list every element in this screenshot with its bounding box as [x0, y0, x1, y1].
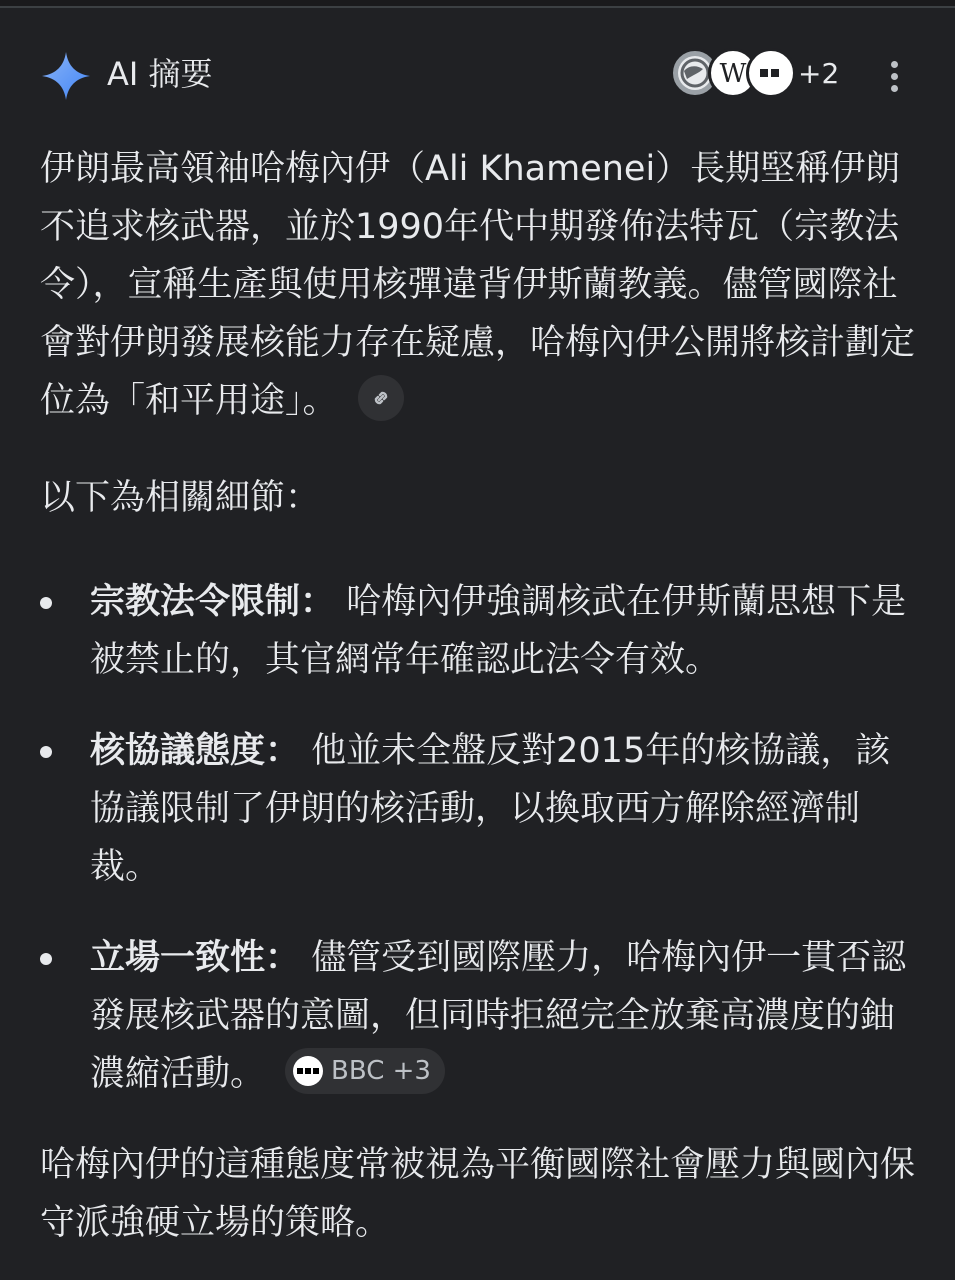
detail-text: 儘管受到國際壓力，哈梅內伊一貫否認發展核武器的意圖，但同時拒絕完全放棄高濃度的鈾濃縮活動。 [90, 938, 907, 1094]
bbc-icon [746, 48, 796, 98]
intro-text: 伊朗最高領袖哈梅內伊（Ali Khamenei）長期堅稱伊朗不追求核武器，並於1990年代中期發佈法特瓦（宗教法令），宣稱生產與使用核彈違背伊斯蘭教義。儘管國際社會對伊朗發展核能力存在疑慮，哈梅內伊公開將核計劃定位為「和平用途」。 [40, 149, 916, 421]
sources-stack-button[interactable] [670, 48, 870, 104]
more-vert-icon [891, 61, 898, 68]
ai-overview-header [0, 40, 955, 110]
detail-term: 宗教法令限制： [90, 582, 336, 622]
closing-paragraph: 哈梅內伊的這種態度常被視為平衡國際社會壓力與國內保守派強硬立場的策略。 [40, 1145, 916, 1243]
svg-text:W: W [719, 59, 747, 89]
more-sources-count: +2 [798, 57, 840, 90]
detail-term: 核協議態度： [90, 731, 301, 771]
detail-text: 他並未全盤反對2015年的核協議，該協議限制了伊朗的核活動，以換取西方解除經濟制裁。 [90, 731, 891, 887]
bbc-icon [293, 1056, 323, 1086]
top-divider [0, 0, 955, 8]
link-icon [369, 386, 393, 410]
intro-paragraph [40, 140, 915, 430]
detail-term: 立場一致性： [90, 938, 301, 978]
list-item [40, 573, 915, 689]
details-list [40, 573, 915, 1103]
detail-text: 哈梅內伊強調核武在伊斯蘭思想下是被禁止的，其官網常年確認此法令有效。 [90, 582, 907, 680]
source-chip-label: BBC +3 [331, 1056, 431, 1086]
ai-overview-title: AI 摘要 [107, 55, 213, 93]
list-item [40, 722, 915, 896]
details-lead: 以下為相關細節： [40, 478, 321, 518]
more-options-button[interactable] [872, 54, 916, 98]
sparkle-icon [40, 50, 92, 102]
ai-overview-body [40, 140, 915, 1252]
source-chip-button[interactable] [285, 1048, 445, 1094]
list-item [40, 929, 915, 1103]
citation-link-button[interactable] [358, 375, 404, 421]
